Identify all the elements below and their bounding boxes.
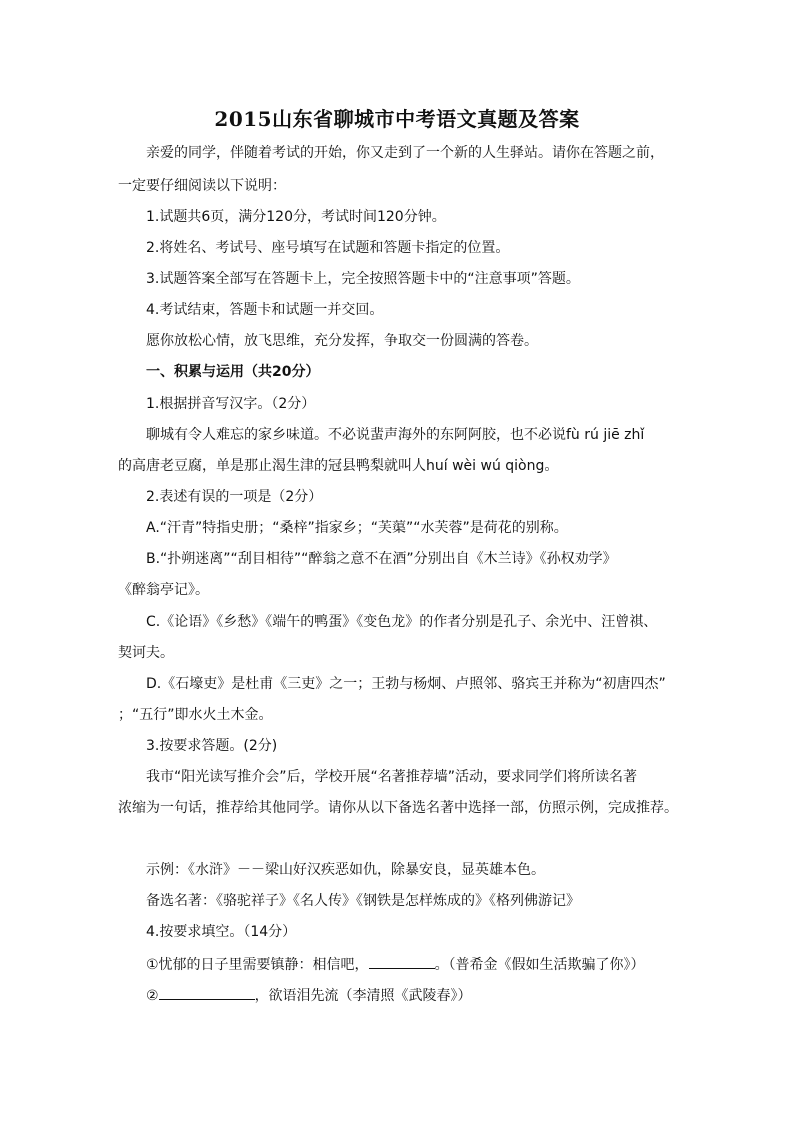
- q3-stem: 3.按要求答题。(2分): [146, 738, 278, 754]
- q4-item-2-after: ，欲语泪先流（李清照《武陵春》）: [254, 988, 472, 1004]
- q1-text-line-2: 的高唐老豆腐，单是那止渴生津的冠县鸭梨就叫人huí wèi wú qiòng。: [118, 458, 559, 474]
- q4-item-1-before: ①忧郁的日子里需要镇静：相信吧，: [146, 957, 369, 973]
- q2-option-d-line-1: D.《石壕吏》是杜甫《三吏》之一；王勃与杨炯、卢照邻、骆宾王并称为“初唐四杰”: [146, 676, 666, 692]
- q4-item-2: [146, 985, 472, 1006]
- q4-item-2-before: ②: [146, 988, 159, 1004]
- q4-item-1: [146, 954, 645, 975]
- q2-option-a: A.“汗青”特指史册；“桑梓”指家乡；“芙蕖”“水芙蓉”是荷花的别称。: [146, 520, 568, 536]
- q1-text-line-1: 聊城有令人难忘的家乡味道。不必说蜚声海外的东阿阿胶，也不必说fù rú jiē zhǐ: [146, 427, 645, 443]
- q3-text-line-1: 我市“阳光读写推介会”后，学校开展“名著推荐墙”活动，要求同学们将所读名著: [146, 769, 638, 785]
- document-title: 2015山东省聊城市中考语文真题及答案: [214, 107, 580, 131]
- q2-option-c-line-1: C.《论语》《乡愁》《端午的鸭蛋》《变色龙》的作者分别是孔子、余光中、汪曾祺、: [146, 614, 658, 630]
- q2-option-b-line-1: B.“扑朔迷离”“刮目相待”“醉翁之意不在酒”分别出自《木兰诗》《孙权劝学》: [146, 551, 617, 567]
- q1-stem: 1.根据拼音写汉字。（2分）: [146, 396, 316, 412]
- q2-option-c-line-2: 契诃夫。: [118, 645, 174, 661]
- instruction-1: 1.试题共6页，满分120分，考试时间120分钟。: [146, 209, 446, 225]
- q3-options: 备选名著：《骆驼祥子》《名人传》《钢铁是怎样炼成的》《格列佛游记》: [146, 893, 580, 909]
- intro-line-2: 一定要仔细阅读以下说明：: [118, 178, 286, 194]
- q3-text-line-2: 浓缩为一句话，推荐给其他同学。请你从以下备选名著中选择一部，仿照示例，完成推荐。: [118, 800, 678, 816]
- answer-blank-2[interactable]: [159, 985, 255, 1000]
- instruction-2: 2.将姓名、考试号、座号填写在试题和答题卡指定的位置。: [146, 240, 510, 256]
- section-heading: 一、积累与运用（共20分）: [146, 364, 320, 380]
- q2-option-d-line-2: ；“五行”即水火土木金。: [118, 707, 273, 723]
- answer-blank-1[interactable]: [369, 954, 435, 969]
- q2-option-b-line-2: 《醉翁亭记》。: [118, 582, 209, 598]
- instruction-3: 3.试题答案全部写在答题卡上，完全按照答题卡中的“注意事项”答题。: [146, 271, 580, 287]
- q4-item-1-after: 。（普希金《假如生活欺骗了你》）: [434, 957, 645, 973]
- intro-line-1: 亲爱的同学，伴随着考试的开始，你又走到了一个新的人生驿站。请你在答题之前，: [146, 145, 664, 161]
- q3-example: 示例：《水浒》－－梁山好汉疾恶如仇，除暴安良，显英雄本色。: [146, 862, 545, 878]
- q4-stem: 4.按要求填空。（14分）: [146, 924, 297, 940]
- wish-line: 愿你放松心情，放飞思维，充分发挥，争取交一份圆满的答卷。: [146, 333, 538, 349]
- q2-stem: 2.表述有误的一项是（2分）: [146, 489, 323, 505]
- instruction-4: 4.考试结束，答题卡和试题一并交回。: [146, 302, 384, 318]
